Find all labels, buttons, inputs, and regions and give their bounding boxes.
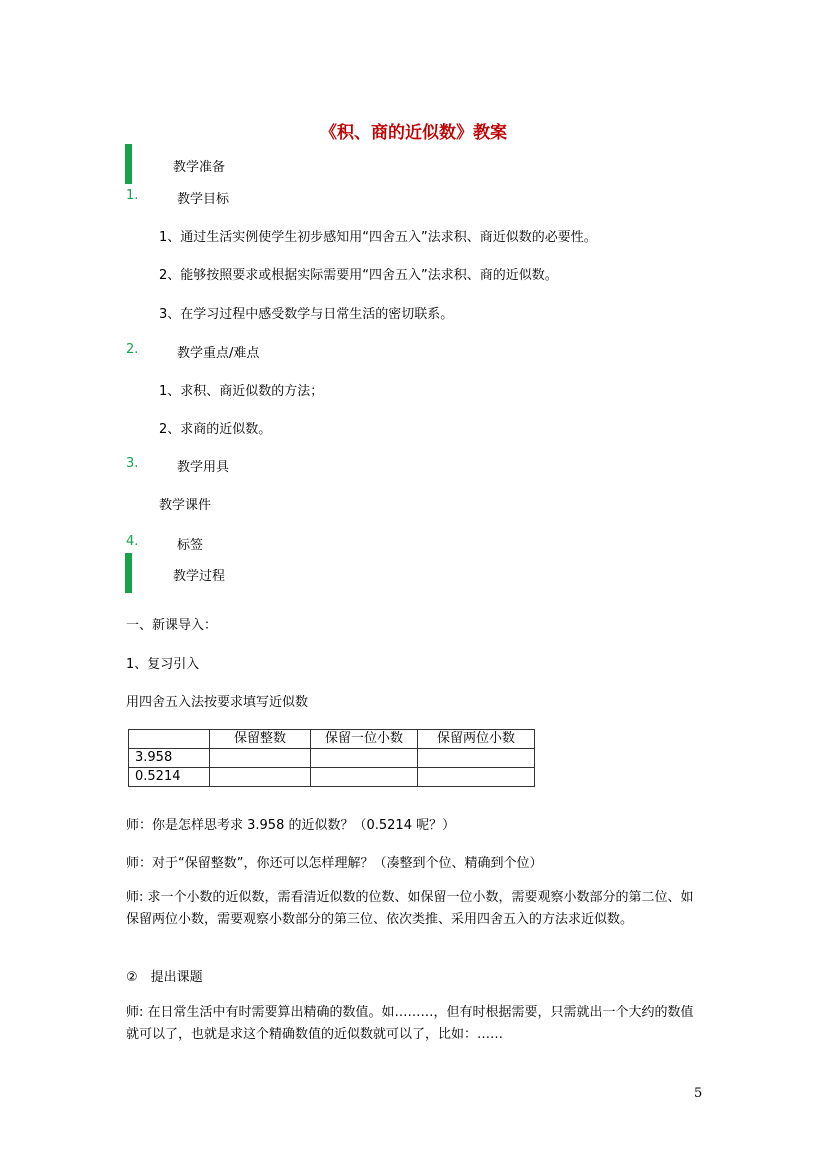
table-cell: 0.5214 <box>129 768 210 787</box>
review-heading: 1、复习引入 <box>126 657 200 672</box>
tools-text: 教学课件 <box>159 498 212 513</box>
dialog-line: 师：对于“保留整数”，你还可以怎样理解？（凑整到个位、精确到个位） <box>126 856 543 871</box>
table-row <box>129 749 535 768</box>
objective-item: 3、在学习过程中感受数学与日常生活的密切联系。 <box>159 307 454 322</box>
document-title: 《积、商的近似数》教案 <box>320 123 507 143</box>
topic-heading: ② 提出课题 <box>126 970 203 985</box>
table-header-cell: 保留整数 <box>210 730 311 749</box>
objective-item: 1、通过生活实例使学生初步感知用“四舍五入”法求积、商近似数的必要性。 <box>159 230 597 245</box>
table-cell <box>311 768 418 787</box>
page-number: 5 <box>694 1086 703 1101</box>
table-header-cell: 保留两位小数 <box>418 730 535 749</box>
section-heading-key-points: 教学重点/难点 <box>177 346 260 361</box>
section-heading-objectives: 教学目标 <box>177 192 230 207</box>
topic-paragraph: 师: 在日常生活中有时需要算出精确的数值。如………，但有时根据需要，只需就出一个大约的数值就可以了，也就是求这个精确数值的近似数就可以了，比如：…… <box>126 1005 694 1042</box>
section-heading-tools: 教学用具 <box>177 460 230 475</box>
table-header-cell: 保留一位小数 <box>311 730 418 749</box>
table-header-row <box>129 730 535 749</box>
table-cell <box>418 749 535 768</box>
dialog-line: 师：你是怎样思考求 3.958 的近似数？（0.5214 呢？） <box>126 818 456 833</box>
table-cell <box>210 749 311 768</box>
table-cell: 3.958 <box>129 749 210 768</box>
key-point-item: 2、求商的近似数。 <box>159 422 272 437</box>
section-heading-process: 教学过程 <box>173 569 226 584</box>
table-cell <box>311 749 418 768</box>
fill-instruction: 用四舍五入法按要求填写近似数 <box>126 695 309 710</box>
table-header-cell <box>129 730 210 749</box>
objective-item: 2、能够按照要求或根据实际需要用“四舍五入”法求积、商的近似数。 <box>159 268 558 283</box>
section-number-3: 3. <box>126 456 139 471</box>
table-cell <box>418 768 535 787</box>
section-heading-prepare: 教学准备 <box>173 160 226 175</box>
key-point-item: 1、求积、商近似数的方法； <box>159 384 324 399</box>
intro-heading: 一、新课导入： <box>126 618 218 633</box>
section-number-2: 2. <box>126 342 139 357</box>
section-number-4: 4. <box>126 534 139 549</box>
table-row <box>129 768 535 787</box>
section-marker-prepare <box>125 144 132 184</box>
approximation-table <box>128 729 535 787</box>
section-number-1: 1. <box>126 188 139 203</box>
section-marker-process <box>125 553 132 593</box>
table-cell <box>210 768 311 787</box>
dialog-paragraph: 师: 求一个小数的近似数，需看清近似数的位数、如保留一位小数，需要观察小数部分的第二位、如保留两位小数，需要观察小数部分的第三位、依次类推、采用四舍五入的方法求近似数。 <box>126 890 694 927</box>
section-heading-tags: 标签 <box>177 538 204 553</box>
